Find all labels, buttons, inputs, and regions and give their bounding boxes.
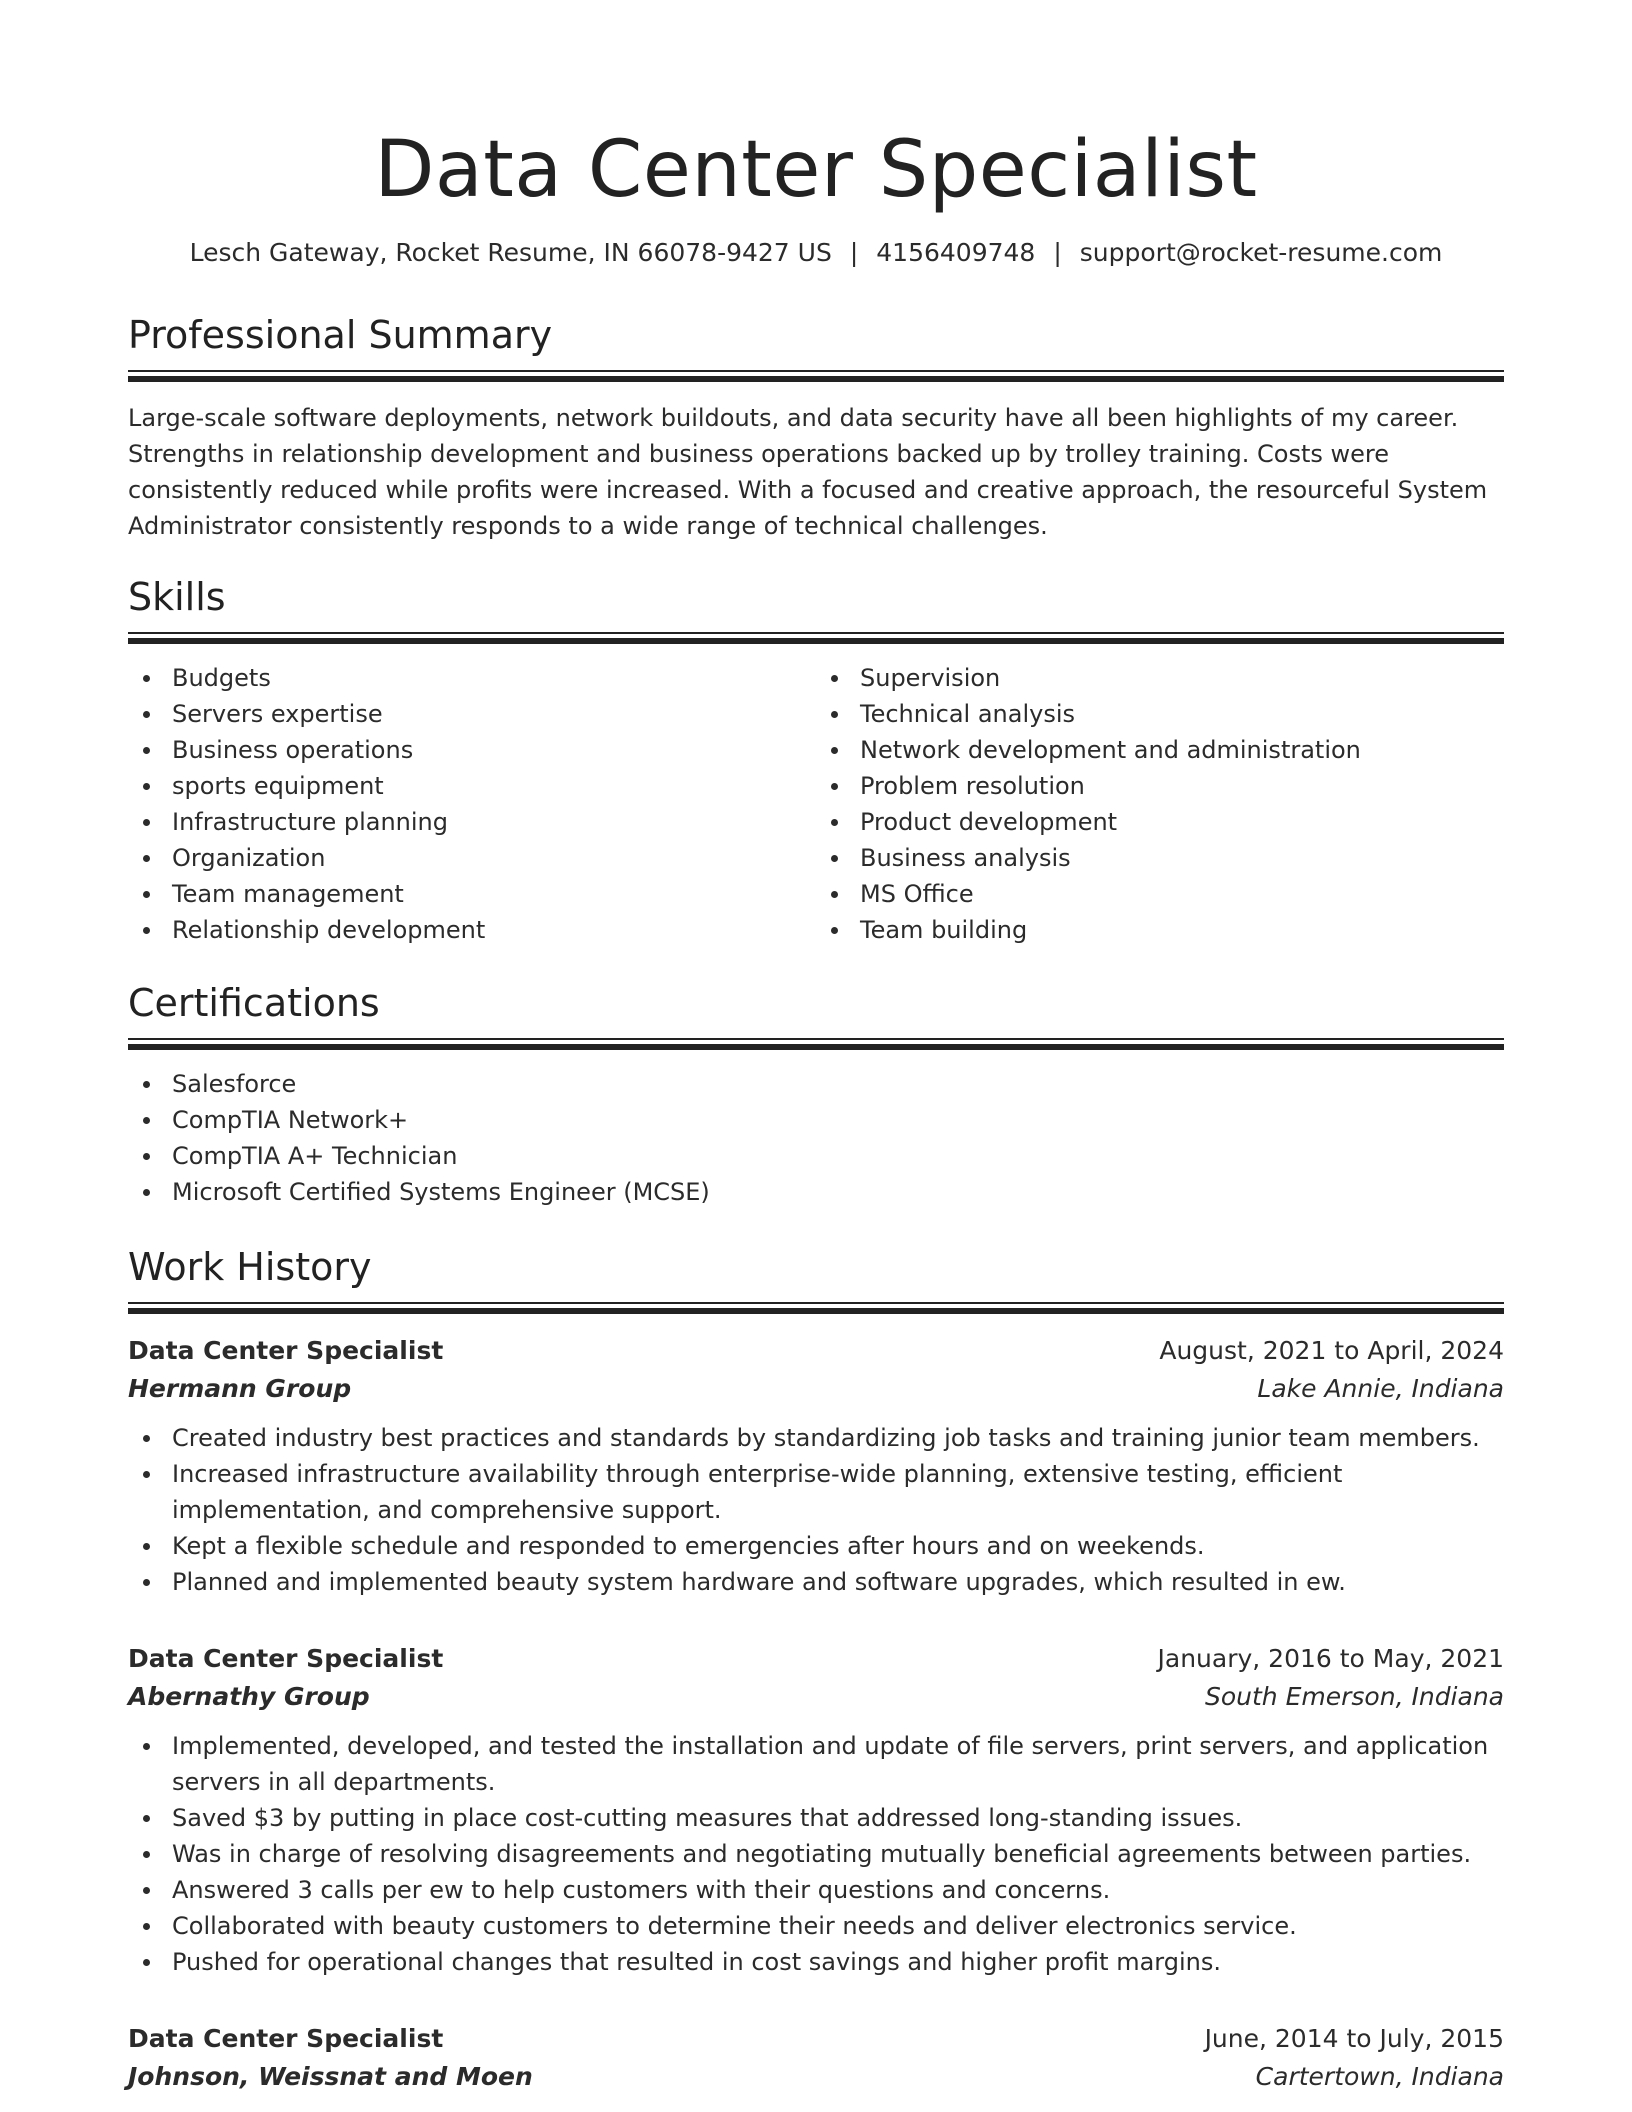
job-location: Lake Annie, Indiana xyxy=(1257,1374,1504,1403)
job-location: Cartertown, Indiana xyxy=(1255,2062,1504,2091)
job-dates: January, 2016 to May, 2021 xyxy=(1157,1644,1504,1673)
job-bullet: Increased infrastructure availability through enterprise-wide planning, extensive testing, efficient implementation, and comprehensive support. xyxy=(128,1456,1504,1528)
skill-item: Business analysis xyxy=(816,840,1504,876)
skill-item: sports equipment xyxy=(128,768,816,804)
certifications-heading: Certifications xyxy=(128,981,380,1025)
job-bullets xyxy=(128,1728,1504,1980)
job-header-row xyxy=(128,1640,1504,1678)
job-bullet: Collaborated with beauty customers to determine their needs and deliver electronics service. xyxy=(128,1908,1504,1944)
work-history-section xyxy=(128,1244,1504,2096)
skills-section xyxy=(128,574,1504,948)
section-divider xyxy=(128,370,1504,382)
skill-item: MS Office xyxy=(816,876,1504,912)
skill-item: Infrastructure planning xyxy=(128,804,816,840)
summary-heading: Professional Summary xyxy=(128,313,553,357)
job-company: Johnson, Weissnat and Moen xyxy=(128,2062,533,2091)
skill-item: Servers expertise xyxy=(128,696,816,732)
job-bullet: Pushed for operational changes that resulted in cost savings and higher profit margins. xyxy=(128,1944,1504,1980)
job-header-row xyxy=(128,2020,1504,2058)
section-divider xyxy=(128,1038,1504,1050)
certification-item: CompTIA A+ Technician xyxy=(128,1138,1504,1174)
skill-item: Relationship development xyxy=(128,912,816,948)
job-company: Hermann Group xyxy=(128,1374,352,1403)
certifications-section xyxy=(128,980,1504,1210)
job-bullet: Kept a flexible schedule and responded to emergencies after hours and on weekends. xyxy=(128,1528,1504,1564)
job-bullets xyxy=(128,1420,1504,1600)
job-bullet: Was in charge of resolving disagreements and negotiating mutually beneficial agreements between parties. xyxy=(128,1836,1504,1872)
skills-heading: Skills xyxy=(128,575,226,619)
certification-item: CompTIA Network+ xyxy=(128,1102,1504,1138)
skill-item: Team management xyxy=(128,876,816,912)
certification-item: Salesforce xyxy=(128,1066,1504,1102)
job-subheader-row xyxy=(128,2058,1504,2096)
work-history-heading: Work History xyxy=(128,1245,372,1289)
job-subheader-row xyxy=(128,1678,1504,1716)
skill-item: Business operations xyxy=(128,732,816,768)
job-entry xyxy=(128,1640,1504,1980)
skills-list-right xyxy=(816,660,1504,948)
section-divider xyxy=(128,632,1504,644)
skills-grid xyxy=(128,660,1504,948)
skill-item: Supervision xyxy=(816,660,1504,696)
contact-separator: | xyxy=(1053,238,1062,267)
job-subheader-row xyxy=(128,1370,1504,1408)
job-bullet: Planned and implemented beauty system hardware and software upgrades, which resulted in ew. xyxy=(128,1564,1504,1600)
job-header-row xyxy=(128,1332,1504,1370)
job-bullet: Created industry best practices and standards by standardizing job tasks and training junior team members. xyxy=(128,1420,1504,1456)
job-title: Data Center Specialist xyxy=(128,2024,444,2053)
job-bullet: Implemented, developed, and tested the installation and update of file servers, print servers, and application servers in all departments. xyxy=(128,1728,1504,1800)
contact-email: support@rocket-resume.com xyxy=(1079,238,1443,267)
job-entry xyxy=(128,2020,1504,2096)
job-bullet: Saved $3 by putting in place cost-cutting measures that addressed long-standing issues. xyxy=(128,1800,1504,1836)
contact-address: Lesch Gateway, Rocket Resume, IN 66078-9427 US xyxy=(189,238,832,267)
job-bullet: Answered 3 calls per ew to help customers with their questions and concerns. xyxy=(128,1872,1504,1908)
skill-item: Problem resolution xyxy=(816,768,1504,804)
job-dates: June, 2014 to July, 2015 xyxy=(1204,2024,1504,2053)
job-entry xyxy=(128,1332,1504,1600)
summary-text: Large-scale software deployments, network buildouts, and data security have all been highlights of my career. Strengths in relationship development and business operations backed up by trolley training. Costs were consistently reduced while profits were increased. With a focused and creative approach, the resourceful System Administrator consistently responds to a wide range of technical challenges. xyxy=(128,404,1488,540)
job-dates: August, 2021 to April, 2024 xyxy=(1159,1336,1504,1365)
section-divider xyxy=(128,1302,1504,1314)
job-title: Data Center Specialist xyxy=(128,1336,444,1365)
summary-section xyxy=(128,312,1504,544)
job-title: Data Center Specialist xyxy=(128,1644,444,1673)
contact-line xyxy=(128,236,1504,270)
skill-item: Technical analysis xyxy=(816,696,1504,732)
skill-item: Team building xyxy=(816,912,1504,948)
resume-title: Data Center Specialist xyxy=(374,125,1258,215)
certification-item: Microsoft Certified Systems Engineer (MCSE) xyxy=(128,1174,1504,1210)
contact-separator: | xyxy=(849,238,859,267)
skill-item: Network development and administration xyxy=(816,732,1504,768)
contact-phone: 4156409748 xyxy=(876,238,1036,267)
skill-item: Budgets xyxy=(128,660,816,696)
skill-item: Product development xyxy=(816,804,1504,840)
job-location: South Emerson, Indiana xyxy=(1205,1682,1504,1711)
skills-list-left xyxy=(128,660,816,948)
certifications-list xyxy=(128,1066,1504,1210)
job-company: Abernathy Group xyxy=(128,1682,370,1711)
skill-item: Organization xyxy=(128,840,816,876)
